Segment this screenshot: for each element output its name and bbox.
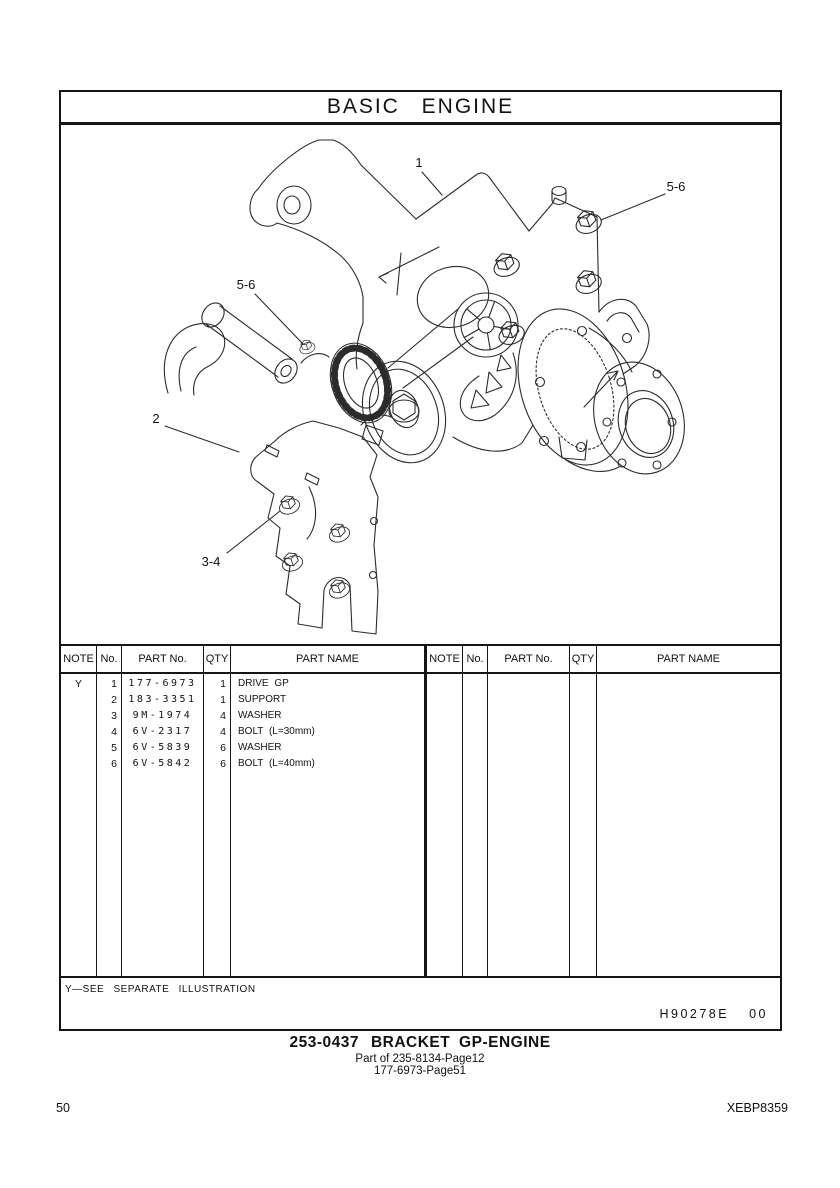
page-frame	[59, 90, 782, 1031]
leader-1	[422, 172, 442, 195]
belt-tensioner	[297, 259, 518, 475]
header-qty: QTY	[570, 646, 596, 674]
cell-part-name: WASHER	[238, 710, 282, 721]
belt	[388, 309, 473, 388]
hub-bore	[618, 393, 677, 460]
hub-flange	[500, 295, 699, 486]
front-hub-flange	[580, 350, 699, 486]
cell-qty: 1	[220, 694, 226, 706]
footnote: Y—SEE SEPARATE ILLUSTRATION	[65, 984, 256, 995]
header-qty: QTY	[204, 646, 230, 674]
header-part-name: PART NAME	[231, 646, 424, 674]
book-code: XEBP8359	[726, 1101, 788, 1115]
drive-gp-bracket	[250, 140, 649, 451]
cell-qty: 6	[220, 742, 226, 754]
cell-part-no: 6V-2317	[132, 726, 193, 737]
tensioner-knob	[320, 335, 403, 445]
hook-bracket	[164, 324, 224, 395]
caption-parent-ref: Part of 235-8134-Page12	[355, 1053, 485, 1065]
drawing-code	[659, 1007, 768, 1021]
header-no: No.	[97, 646, 121, 674]
header-no: No.	[463, 646, 487, 674]
parts-table	[61, 644, 780, 978]
col-note-right	[427, 646, 463, 976]
caption-page-ref: 177-6973-Page51	[373, 1065, 467, 1077]
cell-no: 6	[111, 758, 117, 770]
cell-part-no: 177-6973	[128, 678, 197, 689]
leader-3-4	[227, 511, 280, 553]
cell-part-name: BOLT (L=30mm)	[238, 726, 315, 737]
col-note-left	[61, 646, 97, 976]
caption-part-number: 253-0437	[289, 1034, 359, 1051]
cell-qty: 1	[220, 678, 226, 690]
tube-and-hook	[164, 299, 301, 395]
cell-note	[61, 692, 96, 708]
leader-5-6-right	[601, 194, 665, 220]
col-qty-right	[570, 646, 597, 976]
exploded-view-diagram	[61, 125, 780, 644]
bolt-3-4-a	[276, 492, 302, 516]
cell-part-no: 6V-5839	[132, 742, 193, 753]
cell-part-name: BOLT (L=40mm)	[238, 758, 315, 769]
bolt-5-6-b	[490, 249, 522, 280]
cell-note	[61, 708, 96, 724]
cell-qty: 4	[220, 726, 226, 738]
arm-eye-boss	[277, 186, 311, 224]
caption-part-name: BRACKET GP-ENGINE	[370, 1034, 551, 1051]
header-part-no: PART No.	[122, 646, 203, 674]
idler-cylinder	[410, 259, 495, 336]
cell-part-name: SUPPORT	[238, 694, 287, 705]
tensioner-pulley	[349, 349, 460, 474]
cell-note	[61, 740, 96, 756]
bolt-3-4-c	[279, 549, 305, 573]
page-number: 50	[56, 1101, 70, 1115]
header-note: NOTE	[427, 646, 462, 674]
tube	[206, 306, 292, 377]
hub-pointer-arrow	[584, 371, 618, 407]
cell-part-no: 183-3351	[128, 694, 197, 705]
callout-5-6-right: 5-6	[666, 179, 686, 194]
leader-2	[165, 426, 239, 452]
hub-foot-tab	[559, 437, 587, 460]
cell-qty: 4	[220, 710, 226, 722]
cell-no: 1	[111, 678, 117, 690]
title-bar	[61, 92, 780, 125]
support-bracket	[251, 415, 391, 634]
drawing-revision: 00	[749, 1007, 768, 1021]
pulley-center-bolt	[393, 394, 415, 420]
plate-pointer-arrow	[379, 247, 439, 283]
page-title: BASIC ENGINE	[326, 95, 515, 118]
cell-note	[61, 756, 96, 772]
cell-no: 3	[111, 710, 117, 722]
bolt-5-6-a	[572, 206, 604, 237]
col-no-left	[97, 646, 122, 976]
col-no-right	[463, 646, 488, 976]
cell-no: 5	[111, 742, 117, 754]
callout-5-6-left: 5-6	[236, 277, 256, 292]
col-part-no-left	[122, 646, 204, 976]
cell-part-no: 6V-5842	[132, 758, 193, 769]
header-part-name: PART NAME	[597, 646, 780, 674]
col-part-name-right	[597, 646, 780, 976]
header-note: NOTE	[61, 646, 96, 674]
cell-qty: 6	[220, 758, 226, 770]
drawing-code-value: H90278E	[659, 1007, 730, 1021]
cell-no: 2	[111, 694, 117, 706]
caption-block	[0, 1034, 840, 1077]
col-qty-left	[204, 646, 231, 976]
cell-part-no: 9M-1974	[132, 710, 193, 721]
cell-note: Y	[74, 678, 82, 690]
callout-3-4: 3-4	[201, 554, 221, 569]
arm-eye-hole	[284, 196, 300, 214]
rear-flange-disc	[500, 295, 646, 478]
cell-note	[61, 724, 96, 740]
bolt-5-6-c	[572, 266, 604, 297]
col-part-no-right	[488, 646, 570, 976]
cell-part-name: DRIVE GP	[238, 678, 289, 689]
header-part-no: PART No.	[488, 646, 569, 674]
cell-no: 4	[111, 726, 117, 738]
callout-2: 2	[152, 411, 160, 426]
col-part-name-left	[231, 646, 427, 976]
callout-1: 1	[415, 155, 423, 170]
bolt-3-4-b	[326, 520, 352, 544]
caption-title	[0, 1034, 840, 1052]
cell-part-name: WASHER	[238, 742, 282, 753]
